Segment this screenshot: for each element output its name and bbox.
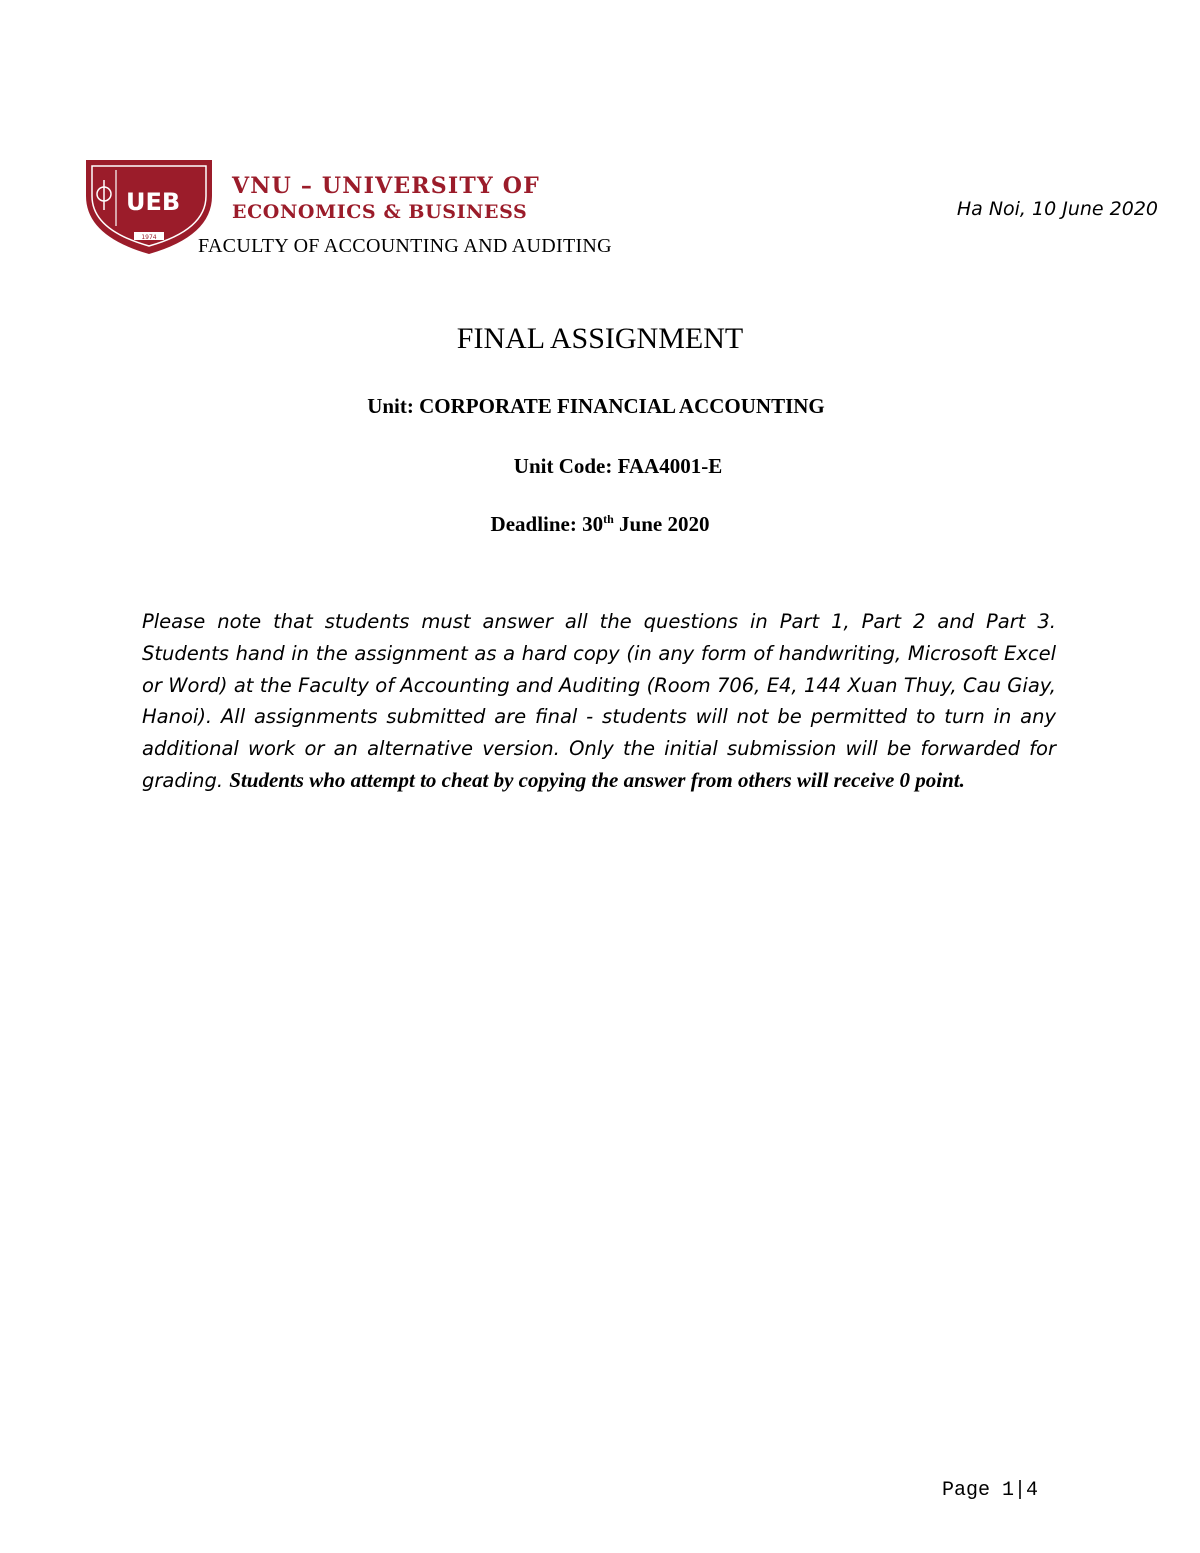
university-name-line2: ECONOMICS & BUSINESS — [232, 201, 528, 223]
unit-code: Unit Code: FAA4001-E — [513, 454, 723, 478]
svg-text:UEB: UEB — [126, 188, 181, 216]
deadline-label: Deadline: 30 — [490, 512, 604, 536]
cheating-warning: Students who attempt to cheat by copying the answer from others will receive 0 point. — [229, 767, 965, 792]
university-name — [232, 175, 540, 222]
deadline-month-year: June 2020 — [613, 512, 710, 536]
unit-name — [0, 394, 1192, 419]
faculty-name: FACULTY OF ACCOUNTING AND AUDITING — [198, 235, 612, 257]
instructions-text: Please note that students must answer all the questions in Part 1, Part 2 and Part 3. Students hand in the assignment as a hard copy (in any form of handwriting, Microsoft Excel or Word) at the Faculty of Accounting and Auditing (Room 706, E4, 144 Xuan Thuy, Cau Giay, Hanoi). All assignments submitted are final - students will not be permitted to turn in any additional work or an alternative version. Only the initial submission will be forwarded for grading. — [142, 610, 1056, 792]
page-number: Page 1|4 — [941, 1479, 1038, 1502]
unit-label: Unit: — [367, 394, 414, 418]
ueb-logo-emblem — [84, 156, 214, 256]
instructions-paragraph — [142, 606, 1056, 797]
university-name-line1: VNU – UNIVERSITY OF — [232, 173, 540, 199]
unit-value: CORPORATE FINANCIAL ACCOUNTING — [419, 394, 825, 418]
deadline — [0, 512, 1200, 537]
svg-text:1974: 1974 — [141, 234, 157, 241]
document-title: FINAL ASSIGNMENT — [456, 322, 744, 355]
deadline-ordinal: th — [603, 512, 614, 526]
document-date: Ha Noi, 10 June 2020 — [956, 198, 1158, 220]
